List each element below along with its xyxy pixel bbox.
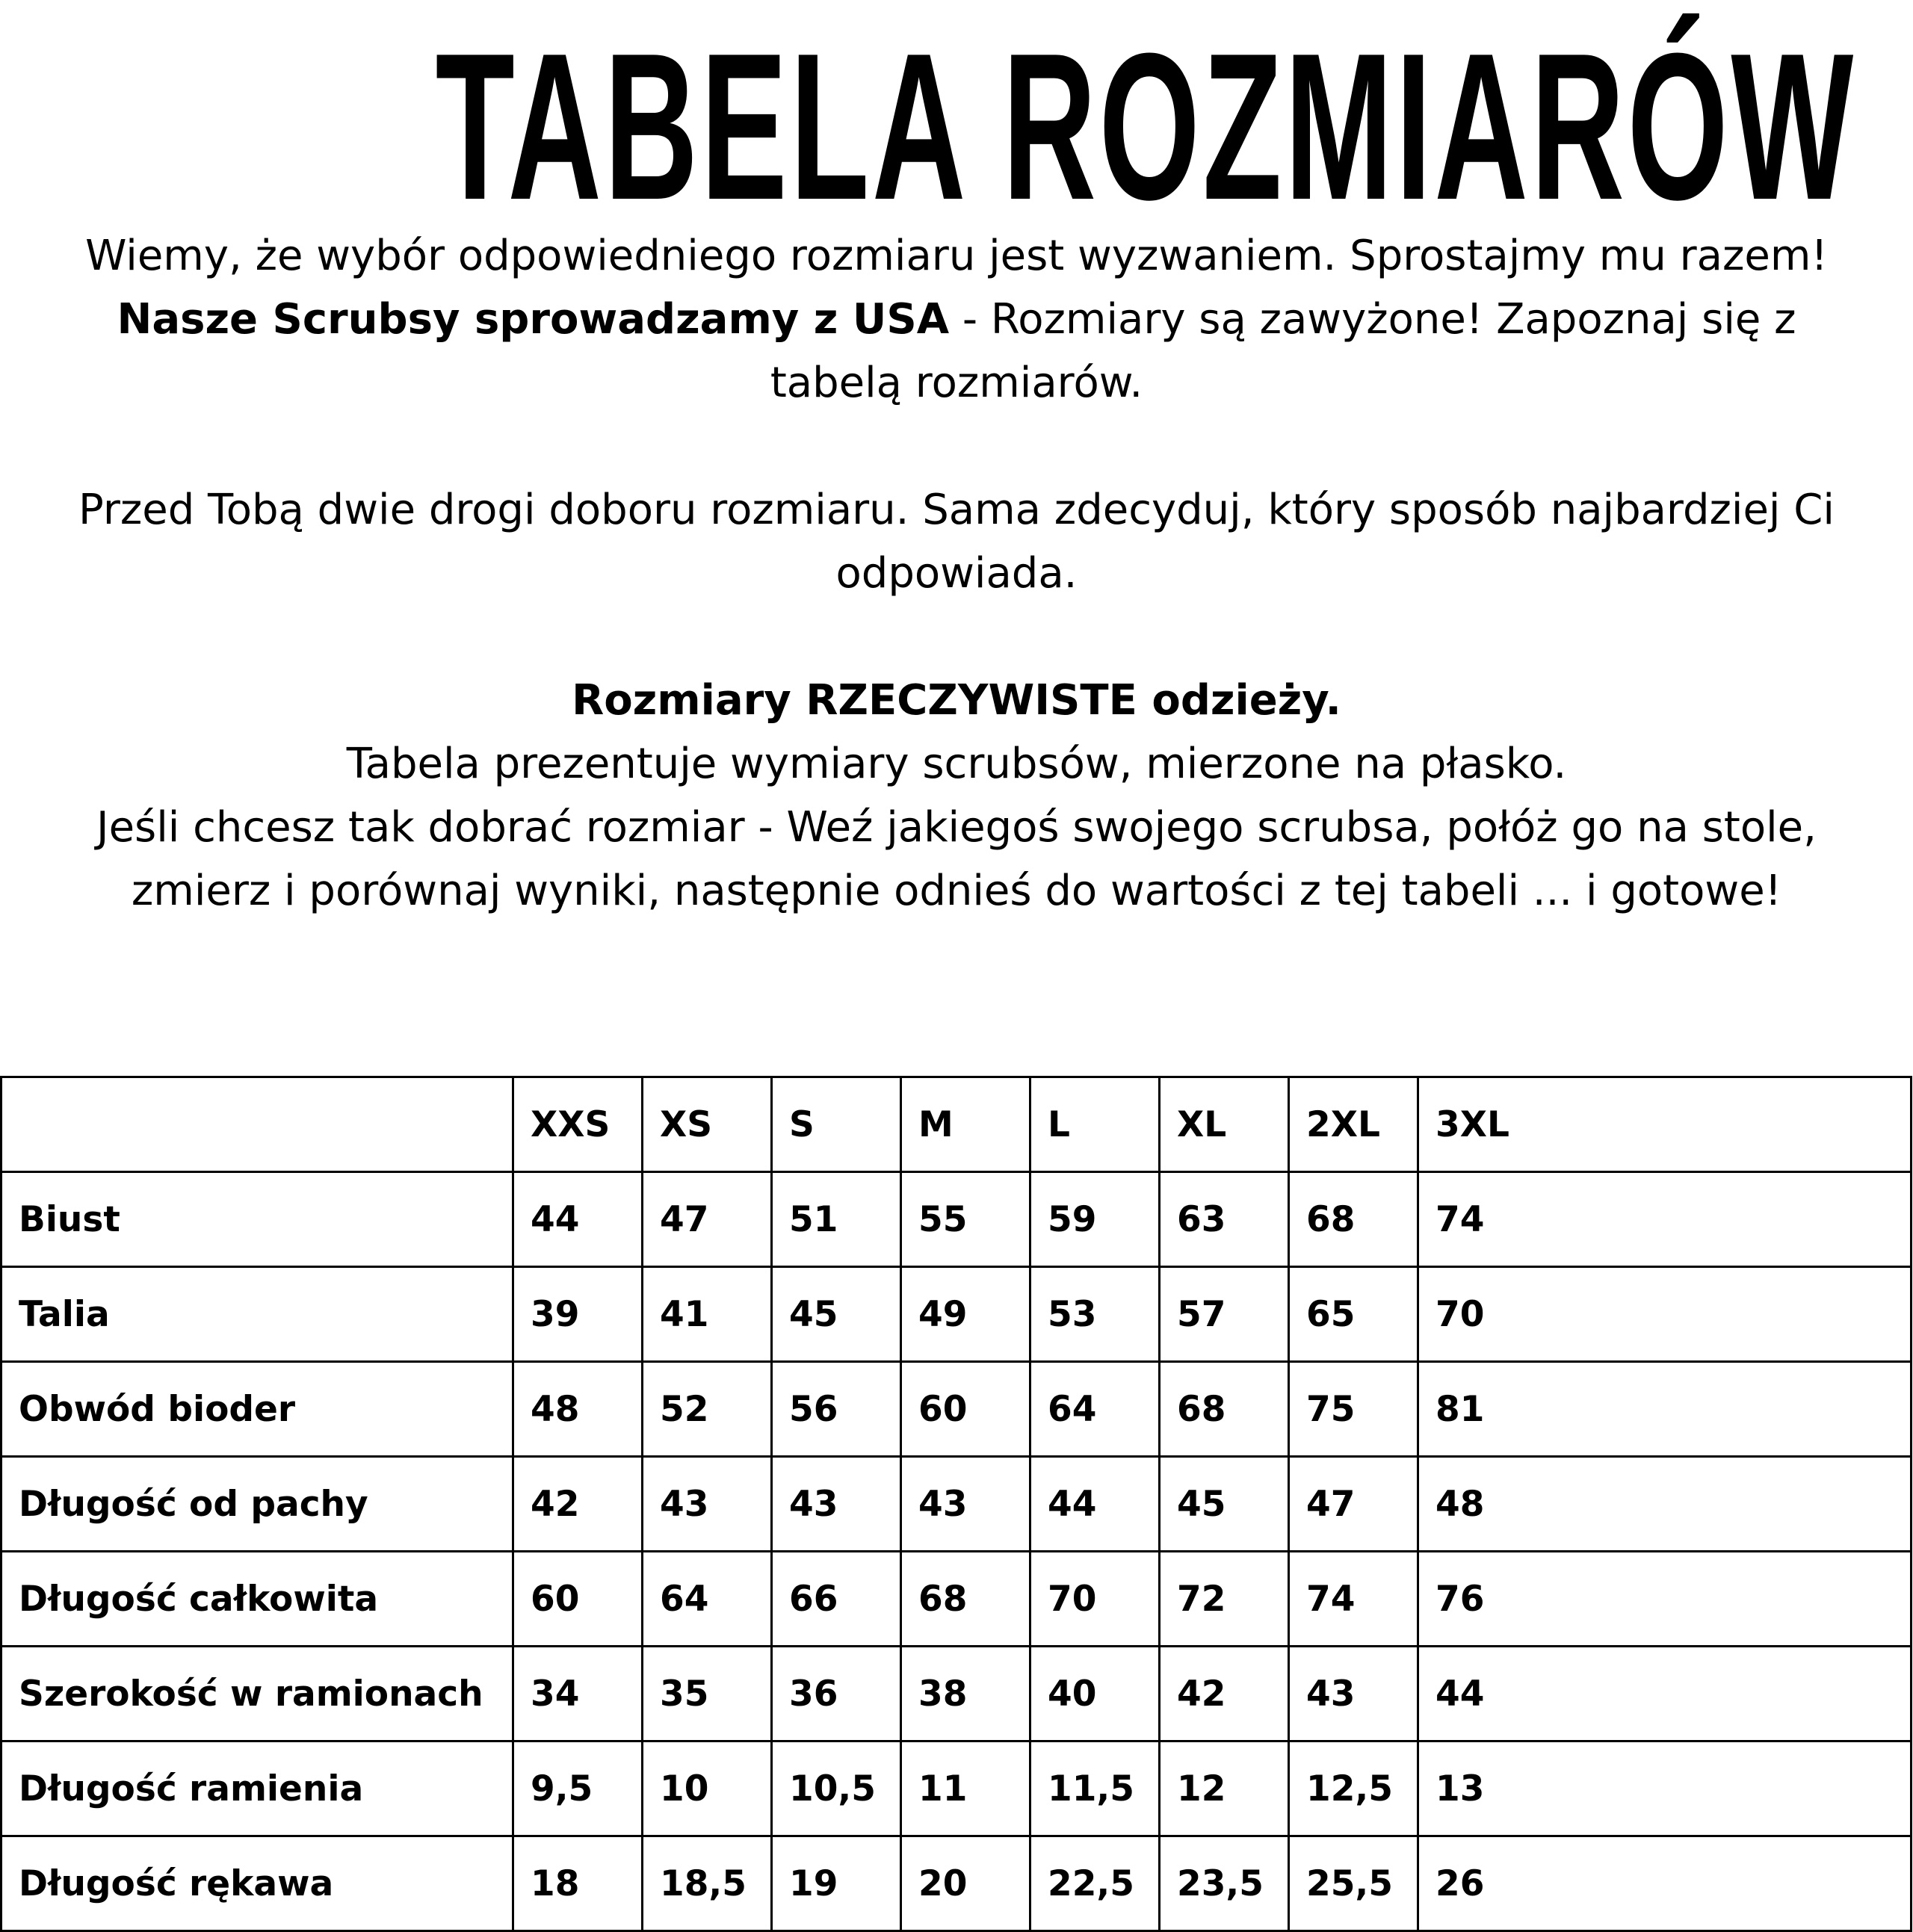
section-heading-text: Rozmiary RZECZYWISTE odzieży. [572,676,1341,725]
table-row [1,1267,1912,1362]
intro-bold: Nasze Scrubsy sprowadzamy z USA [117,295,950,344]
size-header: 2XL [1289,1077,1418,1172]
measurement-cell: 64 [1030,1362,1160,1457]
measurement-cell: 70 [1030,1552,1160,1647]
table-row [1,1741,1912,1836]
measurement-cell: 40 [1030,1647,1160,1741]
table-row [1,1552,1912,1647]
measurement-cell: 53 [1030,1267,1160,1362]
measurement-cell: 11 [901,1741,1030,1836]
measurement-cell: 65 [1289,1267,1418,1362]
row-label: Długość rękawa [1,1836,513,1931]
size-table [0,1076,1912,1932]
intro-paragraph-2: Przed Tobą dwie drogi doboru rozmiaru. Sama zdecyduj, który sposób najbardziej Ci odpowiada. [78,486,1835,598]
page-title [0,10,1913,244]
measurement-cell: 56 [772,1362,901,1457]
measurement-cell: 63 [1160,1172,1289,1267]
measurement-cell: 12 [1160,1741,1289,1836]
header-row [1,1077,1912,1172]
table-row [1,1836,1912,1931]
measurement-cell: 9,5 [513,1741,643,1836]
measurement-cell: 42 [513,1457,643,1552]
row-label: Obwód bioder [1,1362,513,1457]
section-heading [45,669,1868,732]
size-header: M [901,1077,1030,1172]
measurement-cell: 26 [1418,1836,1912,1931]
measurement-cell: 41 [643,1267,772,1362]
row-label: Długość od pachy [1,1457,513,1552]
table-row [1,1172,1912,1267]
measurement-cell: 22,5 [1030,1836,1160,1931]
size-header: XXS [513,1077,643,1172]
measurement-cell: 10 [643,1741,772,1836]
measurement-cell: 11,5 [1030,1741,1160,1836]
table-row [1,1457,1912,1552]
measurement-cell: 66 [772,1552,901,1647]
measurement-cell: 70 [1418,1267,1912,1362]
row-label: Szerokość w ramionach [1,1647,513,1741]
measurement-cell: 44 [1030,1457,1160,1552]
measurement-cell: 64 [643,1552,772,1647]
measurement-cell: 23,5 [1160,1836,1289,1931]
measurement-cell: 19 [772,1836,901,1931]
measurement-cell: 76 [1418,1552,1912,1647]
size-header: 3XL [1418,1077,1912,1172]
measurement-cell: 13 [1418,1741,1912,1836]
measurement-cell: 43 [1289,1647,1418,1741]
measurement-cell: 51 [772,1172,901,1267]
measurement-cell: 60 [513,1552,643,1647]
measurement-cell: 75 [1289,1362,1418,1457]
intro-text [45,224,1868,923]
measurement-cell: 38 [901,1647,1030,1741]
measurement-cell: 45 [1160,1457,1289,1552]
row-label: Długość ramienia [1,1741,513,1836]
measurement-cell: 10,5 [772,1741,901,1836]
measurement-cell: 35 [643,1647,772,1741]
measurement-cell: 72 [1160,1552,1289,1647]
title-text: TABELA ROZMIARÓW [435,10,1856,244]
measurement-cell: 59 [1030,1172,1160,1267]
measurement-cell: 55 [901,1172,1030,1267]
measurement-cell: 12,5 [1289,1741,1418,1836]
size-header: S [772,1077,901,1172]
intro-rest: - Rozmiary są zawyżone! Zapoznaj się z tabelą rozmiarów. [770,295,1796,407]
table-row [1,1362,1912,1457]
measurement-cell: 42 [1160,1647,1289,1741]
measurement-cell: 74 [1289,1552,1418,1647]
measurement-cell: 48 [1418,1457,1912,1552]
size-header: L [1030,1077,1160,1172]
measurement-cell: 44 [513,1172,643,1267]
measurement-cell: 68 [1289,1172,1418,1267]
measurement-cell: 57 [1160,1267,1289,1362]
intro-line-1: Wiemy, że wybór odpowiedniego rozmiaru jest wyzwaniem. Sprostajmy mu razem! [85,232,1828,280]
measurement-cell: 60 [901,1362,1030,1457]
measurement-cell: 68 [1160,1362,1289,1457]
measurement-cell: 43 [901,1457,1030,1552]
measurement-cell: 43 [772,1457,901,1552]
measurement-cell: 44 [1418,1647,1912,1741]
measurement-cell: 39 [513,1267,643,1362]
row-label: Długość całkowita [1,1552,513,1647]
table-row [1,1647,1912,1741]
measurement-cell: 81 [1418,1362,1912,1457]
measurement-cell: 18,5 [643,1836,772,1931]
measurement-cell: 49 [901,1267,1030,1362]
intro-line-2 [45,288,1868,415]
measurement-cell: 43 [643,1457,772,1552]
measurement-cell: 20 [901,1836,1030,1931]
measurement-cell: 68 [901,1552,1030,1647]
measurement-cell: 74 [1418,1172,1912,1267]
measurement-cell: 48 [513,1362,643,1457]
intro-paragraph-3a: Tabela prezentuje wymiary scrubsów, mierzone na płasko. [346,740,1567,788]
intro-paragraph-3b: Jeśli chcesz tak dobrać rozmiar - Weź jakiegoś swojego scrubsa, połóż go na stole, zmierz i porównaj wyniki, następnie odnieś do wartości z tej tabeli ... i gotowe! [96,803,1817,915]
measurement-cell: 25,5 [1289,1836,1418,1931]
measurement-cell: 45 [772,1267,901,1362]
measurement-cell: 52 [643,1362,772,1457]
measurement-cell: 36 [772,1647,901,1741]
row-label: Talia [1,1267,513,1362]
size-header: XS [643,1077,772,1172]
measurement-cell: 47 [1289,1457,1418,1552]
measurement-cell: 18 [513,1836,643,1931]
measurement-cell: 47 [643,1172,772,1267]
empty-header [1,1077,513,1172]
size-header: XL [1160,1077,1289,1172]
row-label: Biust [1,1172,513,1267]
measurement-cell: 34 [513,1647,643,1741]
